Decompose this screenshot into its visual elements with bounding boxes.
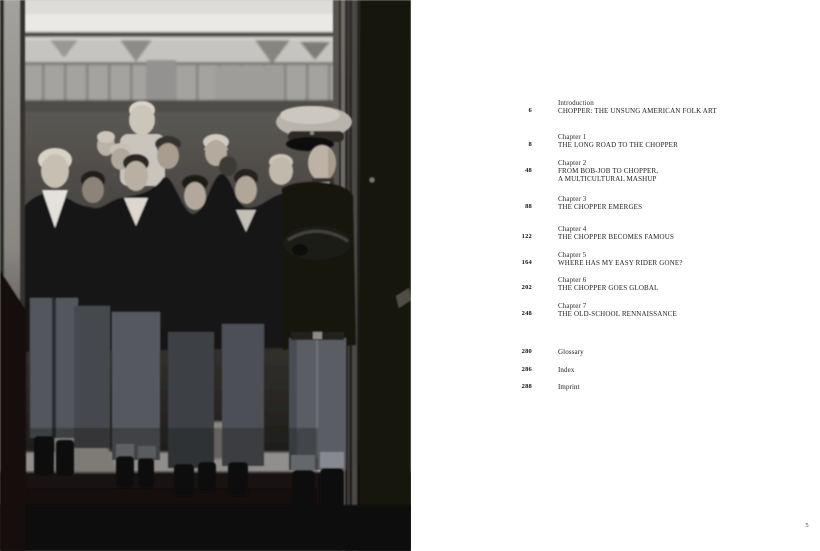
toc-page-number: 288 xyxy=(521,383,532,390)
toc-entry-title: THE OLD-SCHOOL RENNAISSANCE xyxy=(558,310,677,318)
toc-entry-introduction xyxy=(500,99,717,115)
toc-entry-glossary xyxy=(500,348,584,356)
toc-page-number: 6 xyxy=(528,107,532,114)
toc-entry-title: THE LONG ROAD TO THE CHOPPER xyxy=(558,141,678,149)
page-number-folio: 5 xyxy=(805,522,809,529)
toc-entry-label: Chapter 6 xyxy=(558,276,587,284)
toc-entry-label: Introduction xyxy=(558,99,594,107)
toc-entry-chapter-5 xyxy=(500,251,683,267)
toc-entry-label: Chapter 7 xyxy=(558,302,587,310)
toc-entry-chapter-1 xyxy=(500,133,678,149)
toc-entry-chapter-4 xyxy=(500,225,674,241)
toc-entry-label: Chapter 1 xyxy=(558,133,587,141)
toc-entry-title: Imprint xyxy=(558,383,580,391)
toc-page-number: 88 xyxy=(525,203,532,210)
toc-entry-title: WHERE HAS MY EASY RIDER GONE? xyxy=(558,259,683,267)
toc-page-number: 248 xyxy=(521,310,532,317)
toc-entry-label: Chapter 2 xyxy=(558,159,587,167)
toc-page-number: 286 xyxy=(521,366,532,373)
toc-entry-chapter-2 xyxy=(500,159,658,183)
toc-entry-imprint xyxy=(500,383,580,391)
toc-entry-label: Chapter 4 xyxy=(558,225,587,233)
toc-entry-label: Chapter 3 xyxy=(558,195,587,203)
toc-page-number: 164 xyxy=(521,259,532,266)
toc-entry-title: FROM BOB-JOB TO CHOPPER, xyxy=(558,167,659,175)
toc-page-number: 48 xyxy=(525,167,532,174)
toc-entry-title-line-2: A MULTICULTURAL MASHUP xyxy=(558,175,657,183)
toc-page-number: 202 xyxy=(521,284,532,291)
toc-entry-chapter-3 xyxy=(500,195,642,211)
toc-entry-label: Chapter 5 xyxy=(558,251,587,259)
toc-entry-title: THE CHOPPER EMERGES xyxy=(558,203,643,211)
toc-entry-chapter-6 xyxy=(500,276,658,292)
toc-entry-chapter-7 xyxy=(500,302,677,318)
toc-entry-title: Index xyxy=(558,366,575,374)
toc-entry-title: THE CHOPPER GOES GLOBAL xyxy=(558,284,659,292)
toc-entry-title: CHOPPER: THE UNSUNG AMERICAN FOLK ART xyxy=(558,107,717,115)
right-page xyxy=(411,0,820,551)
toc-entry-title: Glossary xyxy=(558,348,584,356)
toc-page-number: 280 xyxy=(521,348,532,355)
toc-page-number: 8 xyxy=(528,141,532,148)
toc-page-number: 122 xyxy=(521,233,532,240)
toc-entry-index xyxy=(500,366,574,374)
toc-entry-title: THE CHOPPER BECOMES FAMOUS xyxy=(558,233,674,241)
